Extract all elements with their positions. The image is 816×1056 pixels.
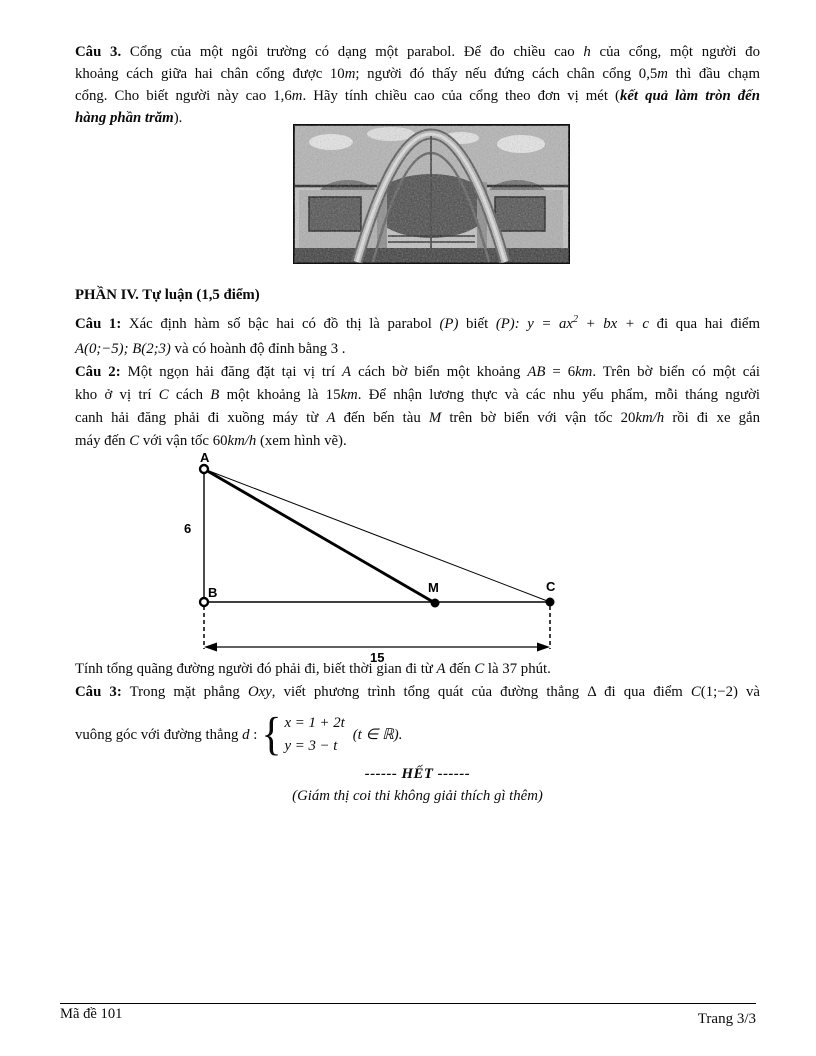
text-run: và [737, 684, 760, 700]
text-line [75, 361, 760, 384]
text-run: hàng phần trăm [75, 110, 174, 126]
part4-heading: PHẦN IV. Tự luận (1,5 điểm) [75, 287, 260, 303]
text-run: km/h [227, 433, 257, 449]
point-M-dot [431, 599, 440, 608]
point-A-label: A [200, 450, 210, 465]
text-run: (1;−2) [700, 684, 738, 700]
text-run: một khoảng là 15 [219, 387, 341, 403]
text-run: đến [445, 661, 475, 677]
text-run: ; người đó thấy nếu đứng cách chân cổng 0,5 [355, 66, 658, 82]
text-run: . Trên bờ biển có một cái [592, 364, 761, 380]
text-run: Trong mặt phẳng [121, 684, 248, 700]
text-run: , viết phương trình tổng quát của đường thẳng Δ đi qua điểm [271, 684, 691, 700]
text-run: cách bờ biển một khoảng [351, 364, 528, 380]
parameter-domain: (t ∈ ℝ). [352, 727, 403, 743]
text-run: (xem hình vẽ). [256, 433, 347, 449]
text-run: Câu 2: [75, 364, 121, 380]
text-line [75, 63, 760, 85]
text-run: (P) [439, 315, 459, 332]
text-run: (P): y = ax [495, 315, 574, 332]
text-run: C [690, 684, 701, 700]
text-run: của cổng, một người đo [590, 44, 760, 60]
question2-tail-line [75, 658, 760, 680]
text-run: thì đầu chạm [667, 66, 760, 82]
text-run: cách [168, 387, 211, 403]
text-run: Câu 3: [75, 684, 122, 700]
text-run: ). [173, 110, 183, 126]
text-run: h [583, 44, 591, 60]
text-run: Câu 3. [75, 44, 122, 60]
text-run: km/h [635, 410, 665, 426]
text-run: đi qua hai điểm [649, 315, 761, 332]
text-run: . Để nhận lương thực và các nhu yếu phẩm, mỗi tháng người [357, 387, 761, 403]
text-run: m [291, 88, 303, 104]
text-run: km [340, 387, 358, 403]
text-run: = 6 [545, 364, 576, 380]
text-line [75, 41, 760, 63]
question2-paragraph [75, 361, 760, 453]
text-line [75, 85, 760, 107]
text-run: Tính tổng quãng đường người đó phải đi, biết thời gian đi từ [75, 661, 437, 677]
text-run: B [210, 387, 220, 403]
perpendicular-lead-text [75, 724, 257, 746]
question3-equation-row [75, 707, 760, 763]
triangle-diagram [150, 450, 605, 665]
point-A-dot [200, 465, 208, 473]
text-run: + bx + c [578, 315, 649, 332]
segment-AC [204, 469, 550, 602]
text-line [75, 407, 760, 430]
bc-length-label: 15 [370, 650, 385, 665]
arrowhead-right [537, 643, 550, 652]
text-run: cổng. Cho biết người này cao 1,6 [75, 88, 292, 104]
text-run: Câu 1: [75, 315, 122, 332]
question3-line1 [75, 681, 760, 703]
text-run: : [249, 727, 258, 743]
text-run: máy đến [75, 433, 130, 449]
text-run: rồi đi xe gắn [664, 410, 761, 426]
text-run: là 37 phút. [484, 661, 551, 677]
page-footer [60, 1003, 756, 1028]
text-line [75, 384, 760, 407]
text-run: A [436, 661, 446, 677]
text-line [75, 658, 760, 680]
exam-code: Mã đề 101 [60, 1006, 123, 1022]
arrowhead-left [204, 643, 217, 652]
text-run: và có hoành độ đỉnh bằng 3 . [170, 340, 346, 357]
text-run: AB [527, 364, 546, 380]
text-line [75, 337, 760, 362]
ab-length-label: 6 [184, 521, 192, 536]
text-line [75, 681, 760, 703]
text-run: C [158, 387, 169, 403]
text-run: Oxy [247, 684, 272, 700]
text-run: m [657, 66, 668, 82]
proctor-note: (Giám thị coi thi không giải thích gì thêm) [292, 788, 543, 804]
point-C-label: C [546, 579, 556, 594]
text-run: d [242, 727, 250, 743]
photo-grain-overlay [294, 125, 569, 263]
gate-photo-illustration [293, 124, 570, 264]
text-run: . Hãy tính chiều cao của cổng theo đơn vị mét ( [302, 88, 620, 104]
text-run: kho ở vị trí [75, 387, 159, 403]
text-line [75, 307, 760, 337]
text-run: vuông góc với đường thẳng [75, 727, 243, 743]
parametric-system [285, 712, 345, 758]
end-marker: ------ HẾT ------ [364, 766, 471, 782]
text-run: kết quả làm tròn đến [619, 88, 760, 104]
question3-intro-paragraph [75, 41, 760, 129]
text-run: A [326, 410, 336, 426]
text-run: M [428, 410, 442, 426]
text-run: m [344, 66, 356, 82]
point-B-label: B [208, 585, 218, 600]
text-run: Một ngọn hải đăng đặt tại vị trí [120, 364, 343, 380]
text-run: biết [458, 315, 496, 332]
equation-x: x = 1 + 2t [284, 715, 345, 731]
text-run: với vận tốc 60 [139, 433, 228, 449]
point-C-dot [546, 598, 555, 607]
text-run: km [575, 364, 593, 380]
text-run: trên bờ biển với vận tốc 20 [441, 410, 636, 426]
school-gate-photo [293, 124, 570, 264]
text-run: C [129, 433, 140, 449]
text-run: C [474, 661, 485, 677]
segment-AM [204, 469, 435, 603]
text-run: A [342, 364, 352, 380]
page-number: Trang 3/3 [697, 1011, 756, 1027]
system-brace: { [261, 709, 282, 761]
text-run: canh hải đăng phải đi xuồng máy từ [75, 410, 327, 426]
question1-paragraph [75, 307, 760, 362]
text-run: Xác định hàm số bậc hai có đồ thị là parabol [121, 315, 440, 332]
text-run: Cổng của một ngôi trường có dạng một parabol. Để đo chiều cao [121, 44, 584, 60]
point-B-dot [200, 598, 208, 606]
point-M-label: M [428, 580, 439, 595]
text-run: 2 [573, 314, 579, 325]
text-run: khoảng cách giữa hai chân cổng được 10 [75, 66, 345, 82]
lighthouse-geometry-figure [150, 450, 605, 665]
text-run: A(0;−5); B(2;3) [75, 340, 171, 357]
equation-y: y = 3 − t [284, 738, 338, 754]
text-run: đến bến tàu [335, 410, 429, 426]
